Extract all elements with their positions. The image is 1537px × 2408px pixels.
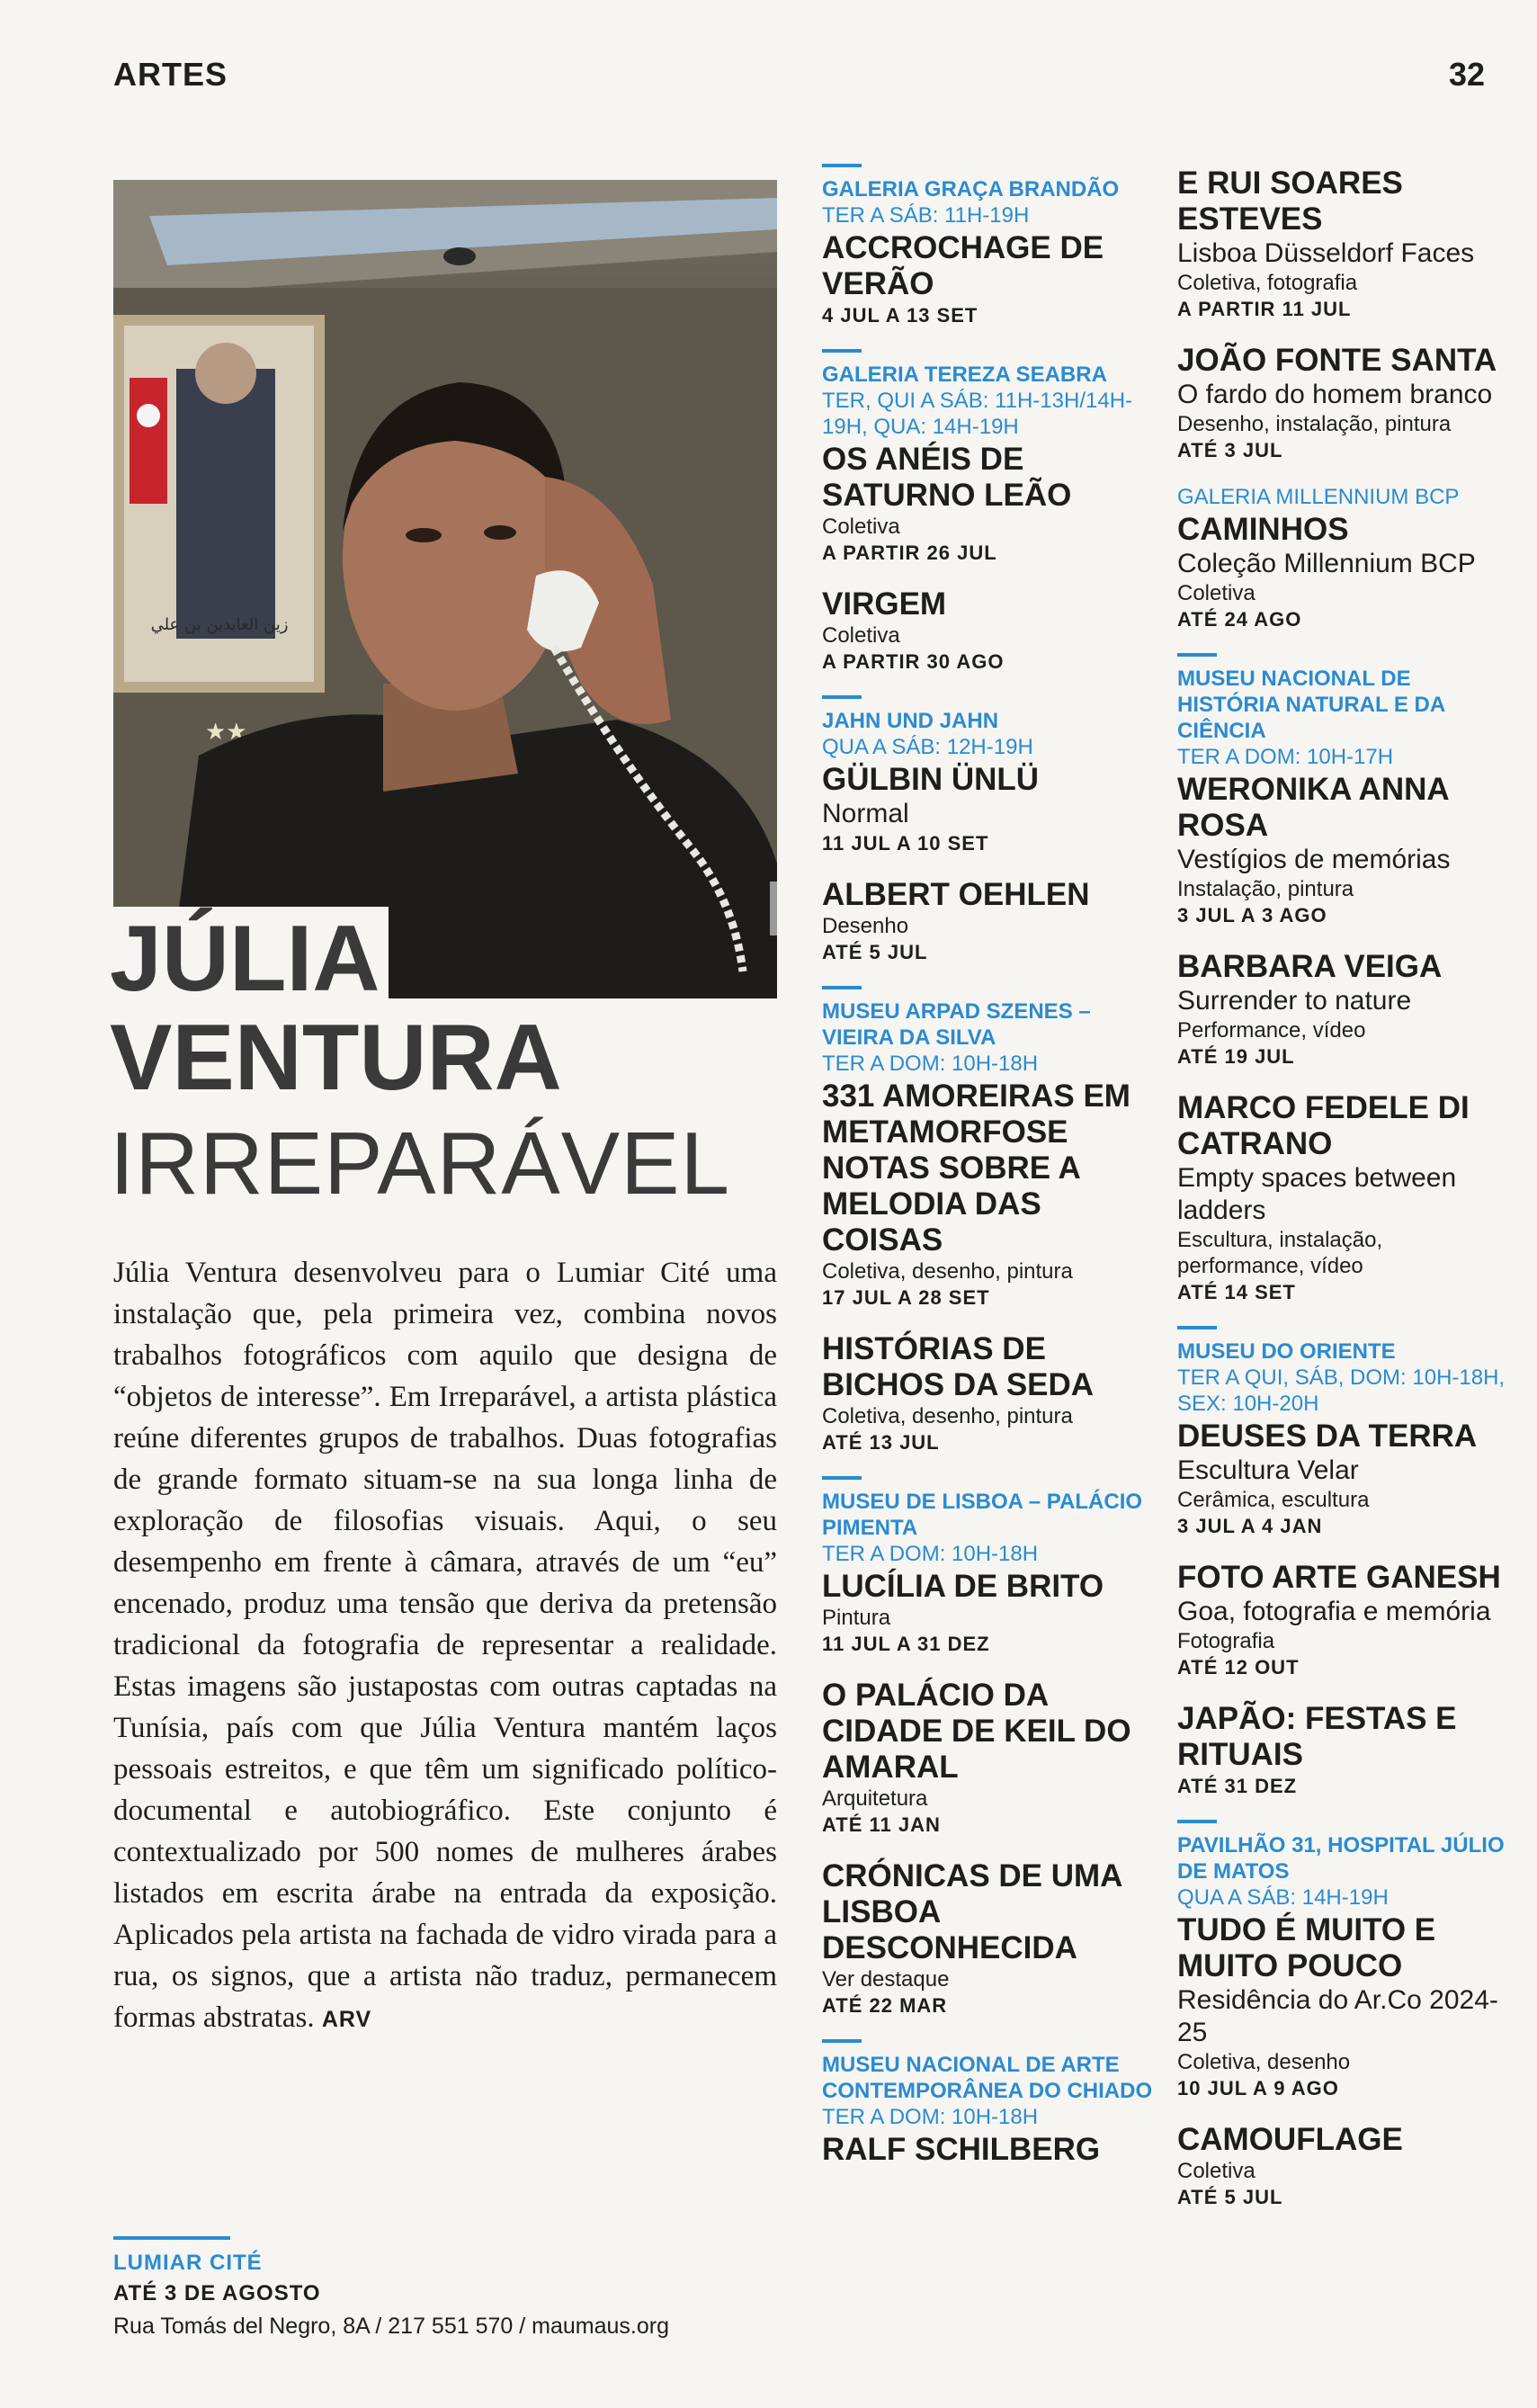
listing-type: Coletiva, desenho, pintura	[822, 1259, 1073, 1284]
listing-dates: ATÉ 3 JUL	[1177, 439, 1283, 461]
listing-entry	[822, 164, 1157, 329]
listing-entry	[822, 349, 1157, 567]
listing-entry	[1177, 653, 1512, 929]
venue-divider	[113, 2236, 230, 2240]
listing-dates: ATÉ 5 JUL	[1177, 2186, 1283, 2208]
listing-dates: ATÉ 13 JUL	[822, 1431, 940, 1454]
listing-dates: ATÉ 24 AGO	[1177, 608, 1302, 631]
listing-dates: ATÉ 5 JUL	[822, 941, 928, 963]
listing-divider	[822, 349, 862, 353]
listing-dates: ATÉ 14 SET	[1177, 1281, 1296, 1303]
feature-body	[113, 1252, 777, 2038]
listing-type: Desenho	[822, 914, 909, 938]
listing-entry	[1177, 343, 1512, 464]
listing-entry	[822, 586, 1157, 676]
listing-entry	[1177, 484, 1512, 633]
listing-dates: ATÉ 22 MAR	[822, 1994, 948, 2017]
listing-type: Coletiva, fotografia	[1177, 271, 1358, 295]
listing-title: VIRGEM	[822, 586, 947, 622]
listing-entry	[1177, 949, 1512, 1070]
feature-title-line1: JÚLIA	[110, 907, 380, 1011]
listings-column-2	[1177, 164, 1512, 2231]
listing-subtitle: Normal	[822, 799, 909, 828]
listing-subtitle: Vestígios de memórias	[1177, 845, 1451, 874]
listing-type: Coletiva	[822, 515, 900, 539]
listing-hours: QUA A SÁB: 14H-19H	[1177, 1885, 1389, 1910]
listing-type: Coletiva	[1177, 581, 1256, 605]
listing-type: Coletiva, desenho, pintura	[822, 1404, 1073, 1428]
listings-column-1	[822, 164, 1157, 2188]
listing-dates: ATÉ 31 DEZ	[1177, 1775, 1298, 1797]
portrait-caption: زين العابدين بن علي	[150, 615, 289, 634]
listing-entry	[1177, 1090, 1512, 1306]
listing-entry	[1177, 1820, 1512, 2102]
listing-gallery: MUSEU DO ORIENTE	[1177, 1339, 1396, 1364]
listing-hours: QUA A SÁB: 12H-19H	[822, 735, 1033, 759]
listing-gallery: JAHN UND JAHN	[822, 709, 999, 733]
listing-entry	[822, 1858, 1157, 2019]
listing-type: Ver destaque	[822, 1967, 950, 1992]
listing-title: RALF SCHILBERG	[822, 2132, 1101, 2167]
listing-type: Fotografia	[1177, 1629, 1275, 1653]
listing-gallery: GALERIA TEREZA SEABRA	[822, 363, 1107, 387]
listing-dates: 4 JUL A 13 SET	[822, 304, 978, 327]
listing-title: HISTÓRIAS DE BICHOS DA SEDA	[822, 1331, 1095, 1402]
author-signature: ARV	[321, 2007, 372, 2032]
listing-divider	[1177, 653, 1217, 657]
listing-divider	[822, 986, 862, 989]
listing-hours: TER A DOM: 10H-18H	[822, 1052, 1039, 1076]
page-number: 32	[1448, 56, 1485, 93]
listing-entry	[822, 1476, 1157, 1658]
listing-title: TUDO É MUITO E MUITO POUCO	[1177, 1912, 1436, 1983]
listing-gallery: MUSEU DE LISBOA – PALÁCIO PIMENTA	[822, 1490, 1143, 1540]
listing-type: Escultura, instalação, performance, vídeo	[1177, 1228, 1383, 1278]
listing-divider	[1177, 1820, 1217, 1823]
listing-title: OS ANÉIS DE SATURNO LEÃO	[822, 442, 1072, 513]
listing-entry	[1177, 1701, 1512, 1800]
listing-title: MARCO FEDELE DI CATRANO	[1177, 1090, 1470, 1161]
listing-type: Coletiva	[1177, 2159, 1256, 2183]
listing-title: O PALÁCIO DA CIDADE DE KEIL DO AMARAL	[822, 1678, 1131, 1785]
listing-dates: 3 JUL A 4 JAN	[1177, 1515, 1323, 1537]
feature-subtitle: IRREPARÁVEL	[110, 1114, 730, 1213]
listing-hours: TER A DOM: 10H-17H	[1177, 745, 1394, 769]
listing-entry	[1177, 1326, 1512, 1540]
listing-title: FOTO ARTE GANESH	[1177, 1560, 1501, 1595]
listing-divider	[822, 1476, 862, 1480]
listing-gallery: MUSEU NACIONAL DE HISTÓRIA NATURAL E DA CIÊNCIA	[1177, 667, 1445, 743]
listing-title: ALBERT OEHLEN	[822, 877, 1090, 912]
listing-type: Arquitetura	[822, 1786, 928, 1811]
listing-hours: GALERIA MILLENNIUM BCP	[1177, 485, 1460, 509]
listing-entry	[1177, 1560, 1512, 1681]
listing-dates: A PARTIR 30 AGO	[822, 650, 1005, 673]
listing-dates: A PARTIR 26 JUL	[822, 542, 997, 564]
listing-title: CRÓNICAS DE UMA LISBOA DESCONHECIDA	[822, 1858, 1122, 1965]
listing-dates: 10 JUL A 9 AGO	[1177, 2077, 1339, 2099]
listing-entry	[1177, 166, 1512, 323]
listing-dates: ATÉ 12 OUT	[1177, 1656, 1300, 1678]
listing-subtitle: Coleção Millennium BCP	[1177, 549, 1476, 578]
listing-gallery: MUSEU ARPAD SZENES – VIEIRA DA SILVA	[822, 999, 1091, 1050]
venue-dates: ATÉ 3 DE AGOSTO	[113, 2281, 321, 2305]
section-label: ARTES	[113, 56, 228, 93]
venue-name: LUMIAR CITÉ	[113, 2251, 263, 2275]
listing-subtitle: Surrender to nature	[1177, 986, 1412, 1016]
listing-entry	[822, 1678, 1157, 1839]
listing-hours: TER A QUI, SÁB, DOM: 10H-18H, SEX: 10H-20H	[1177, 1365, 1506, 1416]
listing-title: 331 AMOREIRAS EM METAMORFOSE NOTAS SOBRE A MELODIA DAS COISAS	[822, 1079, 1130, 1258]
listing-entry	[822, 877, 1157, 966]
feature-title-line1-box	[101, 907, 389, 1011]
feature-body-text: Júlia Ventura desenvolveu para o Lumiar Cité uma instalação que, pela primeira vez, combina novos trabalhos fotográficos com aquilo que designa de “objetos de interesse”. Em Irreparável, a artista plástica reúne diferentes grupos de trabalhos. Duas fotografias de grande formato situam-se na sua longa linha de exploração de filosofias visuais. Aqui, o seu desempenho em frente à câmara, através de um “eu” encenado, produz uma tensão que deriva da pretensão tradicional da fotografia de representar a realidade. Estas imagens são justapostas com outras captadas na Tunísia, país com que Júlia Ventura mantém laços pessoais estreitos, e que têm um significado político-documental e autobiográfico. Este conjunto é contextualizado por 500 nomes de mulheres árabes listados em escrita árabe na entrada da exposição. Aplicados pela artista na fachada de vidro virada para a rua, os signos, que a artista não traduz, permanecem formas abstratas.	[113, 1257, 777, 2034]
listing-type: Coletiva, desenho	[1177, 2050, 1351, 2074]
feature-photo	[113, 180, 777, 998]
listing-hours: TER A DOM: 10H-18H	[822, 1542, 1039, 1566]
listing-title: DEUSES DA TERRA	[1177, 1419, 1478, 1454]
listing-type: Instalação, pintura	[1177, 877, 1354, 901]
listing-gallery: MUSEU NACIONAL DE ARTE CONTEMPORÂNEA DO CHIADO	[822, 2053, 1153, 2103]
listing-hours: TER A SÁB: 11H-19H	[822, 203, 1030, 228]
listing-divider	[822, 164, 862, 167]
listing-dates: 17 JUL A 28 SET	[822, 1286, 990, 1309]
listing-title: WERONIKA ANNA ROSA	[1177, 772, 1449, 843]
listing-title: BARBARA VEIGA	[1177, 949, 1443, 984]
listing-dates: 11 JUL A 31 DEZ	[822, 1633, 990, 1655]
listing-entry	[822, 2039, 1157, 2168]
listing-subtitle: O fardo do homem branco	[1177, 380, 1493, 409]
listing-title: E RUI SOARES ESTEVES	[1177, 166, 1403, 237]
listing-hours: TER, QUI A SÁB: 11H-13H/14H-19H, QUA: 14H-19H	[822, 389, 1133, 439]
listing-title: JAPÃO: FESTAS E RITUAIS	[1177, 1701, 1457, 1772]
listing-title: GÜLBIN ÜNLÜ	[822, 762, 1040, 797]
listing-subtitle: Lisboa Düsseldorf Faces	[1177, 238, 1475, 268]
listing-entry	[1177, 2122, 1512, 2211]
listing-title: JOÃO FONTE SANTA	[1177, 343, 1497, 378]
listing-divider	[1177, 1326, 1217, 1329]
listing-dates: 3 JUL A 3 AGO	[1177, 904, 1327, 926]
listing-subtitle: Empty spaces between ladders	[1177, 1163, 1457, 1225]
listing-title: LUCÍLIA DE BRITO	[822, 1569, 1104, 1604]
listing-type: Cerâmica, escultura	[1177, 1488, 1370, 1512]
listing-dates: A PARTIR 11 JUL	[1177, 298, 1352, 320]
listing-gallery: GALERIA GRAÇA BRANDÃO	[822, 177, 1120, 201]
venue-address: Rua Tomás del Negro, 8A / 217 551 570 / maumaus.org	[113, 2314, 669, 2339]
listing-title: CAMINHOS	[1177, 512, 1349, 547]
listing-entry	[822, 1331, 1157, 1456]
listing-title: ACCROCHAGE DE VERÃO	[822, 230, 1104, 301]
listing-hours: TER A DOM: 10H-18H	[822, 2105, 1039, 2129]
listing-dates: ATÉ 19 JUL	[1177, 1045, 1295, 1068]
listing-dates: ATÉ 11 JAN	[822, 1813, 941, 1836]
listing-divider	[822, 2039, 862, 2043]
listing-title: CAMOUFLAGE	[1177, 2122, 1403, 2157]
listing-type: Coletiva	[822, 623, 900, 648]
feature-venue-info	[113, 2236, 669, 2340]
listing-gallery: PAVILHÃO 31, HOSPITAL JÚLIO DE MATOS	[1177, 1833, 1505, 1884]
svg-text:★★: ★★	[205, 719, 247, 746]
listing-dates: 11 JUL A 10 SET	[822, 832, 989, 855]
listing-type: Desenho, instalação, pintura	[1177, 412, 1452, 436]
listing-entry	[822, 986, 1157, 1311]
listing-type: Pintura	[822, 1606, 891, 1630]
listing-subtitle: Goa, fotografia e memória	[1177, 1597, 1491, 1626]
listing-divider	[822, 695, 862, 699]
listing-subtitle: Residência do Ar.Co 2024-25	[1177, 1985, 1498, 2047]
listing-subtitle: Escultura Velar	[1177, 1455, 1359, 1485]
listing-type: Performance, vídeo	[1177, 1018, 1366, 1043]
listing-entry	[822, 695, 1157, 857]
feature-title-line2: VENTURA	[110, 1006, 562, 1110]
